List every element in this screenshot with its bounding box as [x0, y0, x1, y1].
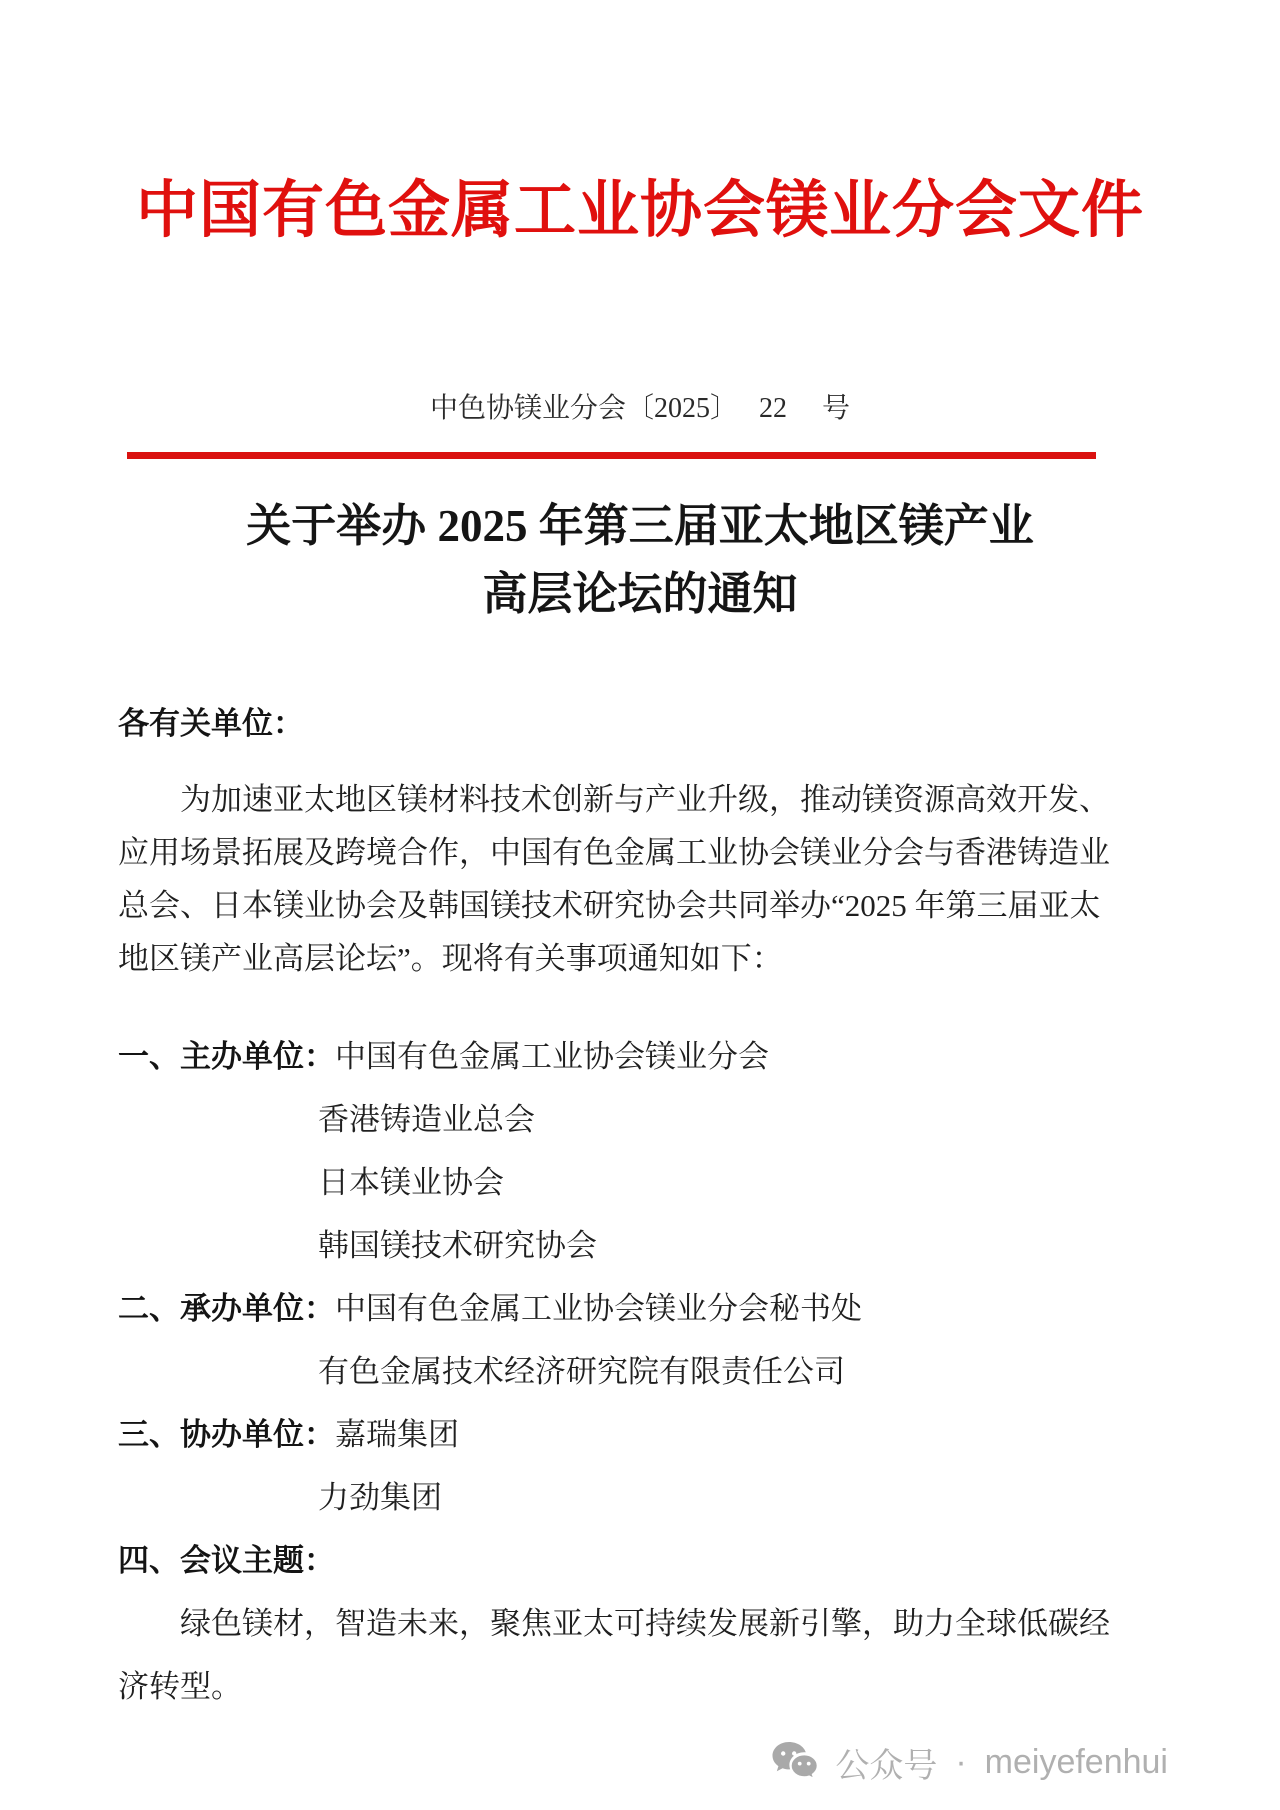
section-row: [118, 1088, 1165, 1151]
section-row: [118, 1403, 1165, 1466]
wechat-label: 公众号: [835, 1746, 938, 1785]
section-row: [118, 1151, 1165, 1214]
red-divider-rule: [127, 452, 1096, 459]
salutation: 各有关单位：: [118, 706, 304, 741]
theme-line: 绿色镁材，智造未来，聚焦亚太可持续发展新引擎，助力全球低碳经: [180, 1606, 1110, 1641]
organizer-list: [118, 1025, 1165, 1718]
footer-watermark: [769, 1736, 1168, 1788]
document-number: 中色协镁业分会〔2025〕 22 号: [429, 393, 850, 424]
section-label: 二、承办单位：: [118, 1291, 335, 1326]
section-row: [118, 1214, 1165, 1277]
paragraph-line: 总会、日本镁业协会及韩国镁技术研究协会共同举办“2025 年第三届亚太: [118, 888, 1101, 923]
section-label: 四、会议主题：: [118, 1543, 335, 1578]
section-value: 嘉瑞集团: [335, 1417, 459, 1452]
section-row: [118, 1529, 1165, 1592]
notice-title-line2: 高层论坛的通知: [482, 569, 798, 619]
account-name: meiyefenhui: [984, 1742, 1168, 1781]
section-label: 三、协办单位：: [118, 1417, 335, 1452]
section-value: 有色金属技术经济研究院有限责任公司: [318, 1354, 845, 1389]
section-row: [118, 1466, 1165, 1529]
section-value: 力劲集团: [318, 1480, 442, 1515]
letterhead-title: 中国有色金属工业协会镁业分会文件: [135, 177, 1144, 245]
section-value: 中国有色金属工业协会镁业分会秘书处: [335, 1291, 862, 1326]
section-value: 中国有色金属工业协会镁业分会: [335, 1039, 769, 1074]
section-value: 韩国镁技术研究协会: [318, 1228, 597, 1263]
paragraph-line: 地区镁产业高层论坛”。现将有关事项通知如下：: [118, 941, 783, 976]
paragraph-line: 应用场景拓展及跨境合作，中国有色金属工业协会镁业分会与香港铸造业: [118, 835, 1110, 870]
footer-separator: ·: [955, 1742, 967, 1781]
section-row: [118, 1277, 1165, 1340]
section-row: [118, 1025, 1165, 1088]
wechat-icon: [769, 1736, 821, 1788]
section-row: [118, 1340, 1165, 1403]
document-body: [118, 698, 1165, 1718]
section-value: 日本镁业协会: [318, 1165, 504, 1200]
section-label: 一、主办单位：: [118, 1039, 335, 1074]
theme-line: 济转型。: [118, 1669, 242, 1704]
notice-title: [0, 492, 1280, 628]
intro-paragraph: [118, 773, 1165, 985]
notice-title-line1: 关于举办 2025 年第三届亚太地区镁产业: [246, 501, 1034, 551]
paragraph-line: 为加速亚太地区镁材料技术创新与产业升级，推动镁资源高效开发、: [180, 782, 1110, 817]
section-value: 香港铸造业总会: [318, 1102, 535, 1137]
